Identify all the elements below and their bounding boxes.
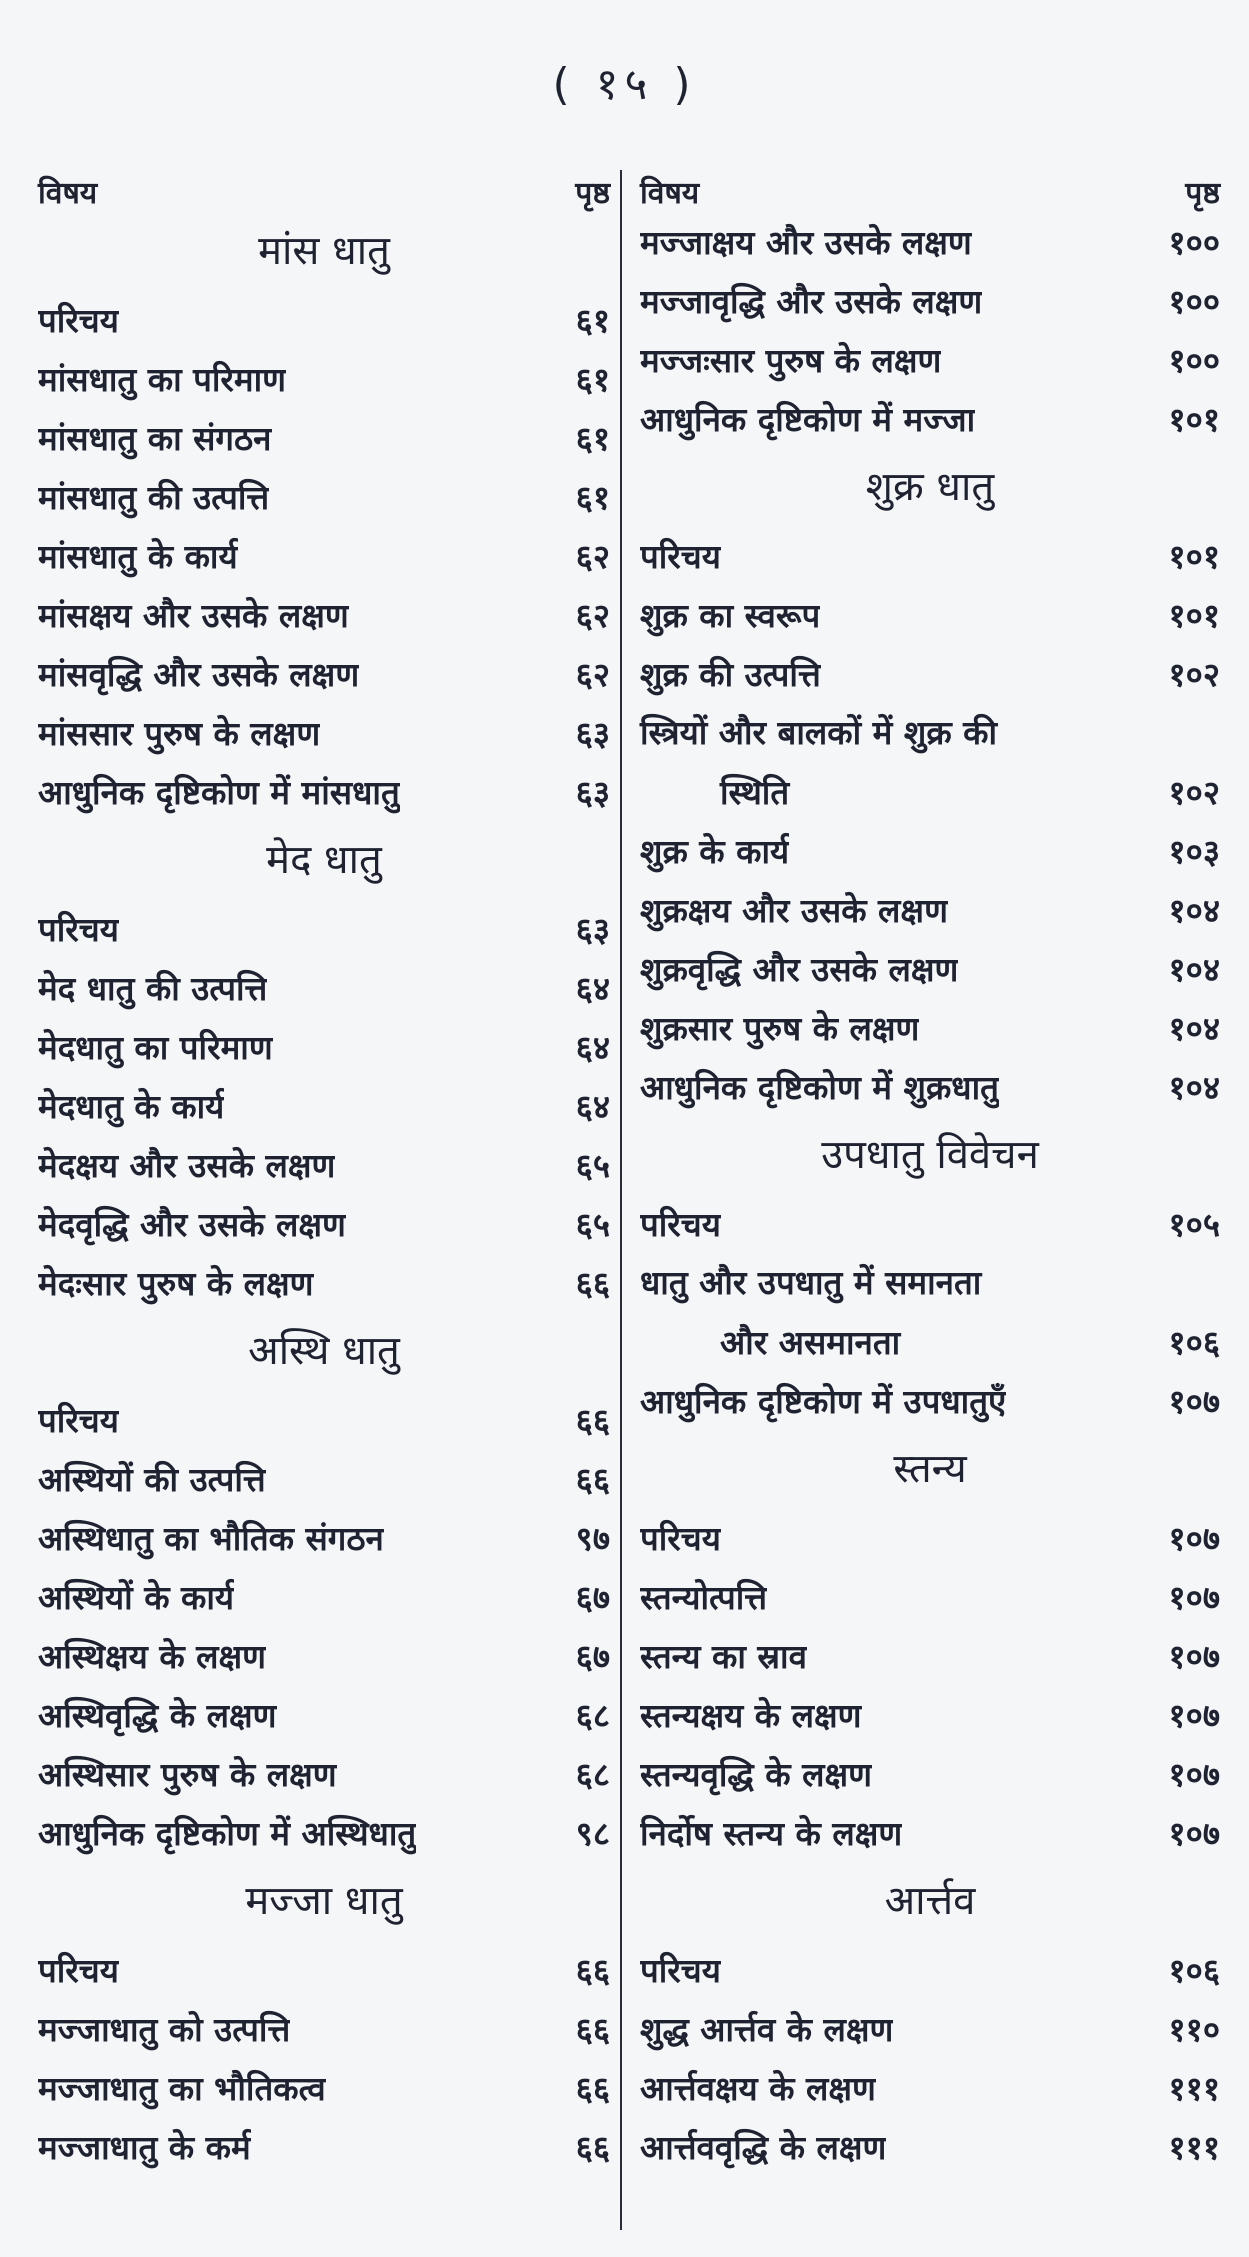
entry-page-number: १०७: [1168, 1755, 1220, 1794]
entry-label: मज्जःसार पुरुष के लक्षण: [640, 341, 942, 380]
entry-page-number: ६६: [575, 2069, 610, 2108]
entry-label: स्तन्यवृद्धि के लक्षण: [640, 1755, 872, 1794]
section-heading: मेद धातु: [266, 837, 382, 883]
section-heading: मांस धातु: [258, 228, 390, 274]
entry-label: स्त्रियों और बालकों में शुक्र की: [640, 713, 998, 752]
entry-page-number: ६८: [575, 1755, 610, 1794]
toc-entry: [38, 762, 610, 821]
entry-label: अस्थिधातु का भौतिक संगठन: [38, 1519, 384, 1558]
entry-page-number: ६३: [575, 910, 610, 949]
entry-page-number: ६८: [575, 1696, 610, 1735]
entry-label: अस्थिवृद्धि के लक्षण: [38, 1696, 277, 1735]
entry-label: परिचय: [640, 1519, 721, 1558]
entry-page-number: ६३: [575, 714, 610, 753]
entry-label: आधुनिक दृष्टिकोण में मज्जा: [640, 400, 976, 439]
toc-entry: [640, 1940, 1220, 1999]
entry-label: शुक्रसार पुरुष के लक्षण: [640, 1009, 920, 1048]
entry-page-number: ६१: [575, 301, 610, 340]
section-heading: स्तन्य: [893, 1446, 967, 1492]
entry-page-number: ६४: [575, 1087, 610, 1126]
entry-label: शुक्रक्षय और उसके लक्षण: [640, 891, 948, 930]
page-number: ( १५ ): [552, 59, 697, 110]
column-divider: [620, 170, 622, 2230]
entry-page-number: १०३: [1168, 832, 1220, 871]
entry-page-number: १०१: [1168, 596, 1220, 635]
page-header: पृष्ठ: [1185, 176, 1220, 211]
entry-page-number: ६७: [575, 1637, 610, 1676]
entry-label: परिचय: [38, 1401, 119, 1440]
toc-entry: [640, 389, 1220, 448]
toc-entry: [38, 1253, 610, 1312]
entry-label: शुक्र का स्वरूप: [640, 596, 821, 635]
toc-entry: [640, 2117, 1220, 2176]
entry-page-number: ९७: [575, 1519, 610, 1558]
toc-entry: [640, 2058, 1220, 2117]
toc-entry: [38, 467, 610, 526]
right-column-header: [640, 160, 1220, 212]
toc-entry: [640, 821, 1220, 880]
entry-page-number: ६५: [575, 1146, 610, 1185]
toc-entry: [38, 290, 610, 349]
entry-page-number: ६१: [575, 419, 610, 458]
entry-page-number: ६४: [575, 1028, 610, 1067]
entry-label: परिचय: [38, 910, 119, 949]
entry-page-number: ६६: [575, 1401, 610, 1440]
toc-entry: [640, 1685, 1220, 1744]
entry-label: मांसधातु के कार्य: [38, 537, 238, 576]
entry-page-number: ९८: [575, 1814, 610, 1853]
entry-page-number: १०६: [1168, 1951, 1220, 1990]
toc-entry: [38, 1508, 610, 1567]
toc-entry: [38, 1017, 610, 1076]
toc-entry: [640, 1999, 1220, 2058]
entry-label: परिचय: [640, 537, 721, 576]
entry-page-number: ६१: [575, 360, 610, 399]
subject-header: विषय: [640, 176, 700, 211]
toc-entry: [38, 1567, 610, 1626]
entry-page-number: ६२: [575, 537, 610, 576]
toc-entry: [38, 703, 610, 762]
section-heading: शुक्र धातु: [865, 464, 995, 510]
entry-page-number: १०४: [1168, 1068, 1220, 1107]
entry-page-number: ६२: [575, 596, 610, 635]
toc-entry: [640, 939, 1220, 998]
left-sections: [38, 212, 610, 2176]
entry-page-number: ६५: [575, 1205, 610, 1244]
entry-label: शुक्र के कार्य: [640, 832, 790, 871]
toc-entry: [38, 644, 610, 703]
entry-line2: [640, 1312, 1220, 1371]
toc-entry: [640, 1371, 1220, 1430]
entry-page-number: ६१: [575, 478, 610, 517]
entry-label: निर्दोष स्तन्य के लक्षण: [640, 1814, 903, 1853]
toc-entry: [38, 1803, 610, 1862]
entry-label: मज्जाधातु का भौतिकत्व: [38, 2069, 326, 2108]
toc-entry: [640, 703, 1220, 821]
entry-label: अस्थियों के कार्य: [38, 1578, 235, 1617]
entry-page-number: १००: [1168, 282, 1220, 321]
entry-page-number: १०२: [1168, 773, 1220, 812]
left-column: [38, 160, 610, 2176]
entry-label: परिचय: [640, 1205, 721, 1244]
entry-label: मेदवृद्धि और उसके लक्षण: [38, 1205, 346, 1244]
toc-entry: [640, 644, 1220, 703]
entry-label: मेद धातु की उत्पत्ति: [38, 969, 268, 1008]
entry-page-number: १०२: [1168, 655, 1220, 694]
entry-label: आधुनिक दृष्टिकोण में शुक्रधातु: [640, 1068, 999, 1107]
toc-entry: [38, 899, 610, 958]
entry-label: आर्त्तववृद्धि के लक्षण: [640, 2128, 887, 2167]
entry-page-number: ११०: [1168, 2010, 1220, 2049]
section-heading: अस्थि धातु: [248, 1328, 400, 1374]
toc-entry: [38, 1390, 610, 1449]
entry-label: अस्थिक्षय के लक्षण: [38, 1637, 267, 1676]
toc-entry: [640, 1744, 1220, 1803]
toc-entry: [640, 212, 1220, 271]
entry-label: मांसवृद्धि और उसके लक्षण: [38, 655, 360, 694]
entry-label: स्तन्योत्पत्ति: [640, 1578, 768, 1617]
section-heading: मज्जा धातु: [245, 1878, 403, 1924]
toc-entry: [38, 349, 610, 408]
entry-label: आधुनिक दृष्टिकोण में अस्थिधातु: [38, 1814, 417, 1853]
entry-label: मज्जाधातु के कर्म: [38, 2128, 251, 2167]
entry-page-number: ६२: [575, 655, 610, 694]
entry-label: मेदःसार पुरुष के लक्षण: [38, 1264, 314, 1303]
entry-label: अस्थियों की उत्पत्ति: [38, 1460, 266, 1499]
toc-entry: [38, 526, 610, 585]
toc-entry: [38, 408, 610, 467]
entry-label: परिचय: [38, 1951, 119, 1990]
continued-entries: [640, 212, 1220, 448]
entry-page-number: १०४: [1168, 891, 1220, 930]
toc-entry: [38, 1744, 610, 1803]
toc-entry: [38, 585, 610, 644]
entry-label: मांससार पुरुष के लक्षण: [38, 714, 321, 753]
entry-label: मांसधातु का संगठन: [38, 419, 272, 458]
entry-label: शुक्रवृद्धि और उसके लक्षण: [640, 950, 959, 989]
entry-label: मेदधातु के कार्य: [38, 1087, 225, 1126]
entry-page-number: १०७: [1168, 1696, 1220, 1735]
entry-label: परिचय: [38, 301, 119, 340]
entry-page-number: १०७: [1168, 1519, 1220, 1558]
toc-entry: [640, 526, 1220, 585]
toc-entry: [640, 330, 1220, 389]
toc-entry: [38, 1626, 610, 1685]
toc-entry: [38, 1135, 610, 1194]
right-sections: [640, 448, 1220, 2176]
section-heading: आर्त्तव: [884, 1878, 976, 1924]
entry-page-number: ६६: [575, 1951, 610, 1990]
entry-page-number: १००: [1168, 341, 1220, 380]
toc-entry: [640, 585, 1220, 644]
toc-entry: [640, 1508, 1220, 1567]
entry-label: स्तन्यक्षय के लक्षण: [640, 1696, 862, 1735]
entry-page-number: ६४: [575, 969, 610, 1008]
entry-label: शुक्र की उत्पत्ति: [640, 655, 821, 694]
toc-entry: [38, 958, 610, 1017]
entry-page-number: १०४: [1168, 950, 1220, 989]
entry-label: आधुनिक दृष्टिकोण में उपधातुएँ: [640, 1382, 1007, 1421]
toc-entry: [640, 1057, 1220, 1116]
entry-page-number: १०१: [1168, 537, 1220, 576]
toc-entry: [640, 1626, 1220, 1685]
toc-entry: [640, 1253, 1220, 1371]
toc-entry: [640, 1567, 1220, 1626]
entry-line2: [640, 762, 1220, 821]
section-heading: उपधातु विवेचन: [821, 1132, 1039, 1178]
entry-label: धातु और उपधातु में समानता: [640, 1263, 982, 1302]
entry-page-number: १०४: [1168, 1009, 1220, 1048]
entry-page-number: ६६: [575, 1264, 610, 1303]
entry-label: मज्जाधातु को उत्पत्ति: [38, 2010, 291, 2049]
toc-entry: [38, 1076, 610, 1135]
toc-entry: [38, 1449, 610, 1508]
entry-label: मांसधातु की उत्पत्ति: [38, 478, 270, 517]
toc-entry: [38, 2117, 610, 2176]
subject-header: विषय: [38, 176, 98, 211]
entry-label: मांसक्षय और उसके लक्षण: [38, 596, 349, 635]
entry-label: मांसधातु का परिमाण: [38, 360, 287, 399]
entry-page-number: ६६: [575, 2010, 610, 2049]
entry-page-number: १११: [1168, 2069, 1220, 2108]
entry-label: स्तन्य का स्राव: [640, 1637, 807, 1676]
entry-page-number: १०७: [1168, 1578, 1220, 1617]
toc-entry: [640, 1194, 1220, 1253]
entry-page-number: ६३: [575, 773, 610, 812]
entry-page-number: १०६: [1168, 1323, 1220, 1362]
toc-entry: [640, 998, 1220, 1057]
entry-page-number: १००: [1168, 223, 1220, 262]
toc-entry: [38, 1999, 610, 2058]
entry-label: मज्जावृद्धि और उसके लक्षण: [640, 282, 983, 321]
entry-label: अस्थिसार पुरुष के लक्षण: [38, 1755, 337, 1794]
entry-label: आधुनिक दृष्टिकोण में मांसधातु: [38, 773, 400, 812]
entry-page-number: १०१: [1168, 400, 1220, 439]
entry-label: स्थिति: [720, 773, 790, 812]
page-header: पृष्ठ: [575, 176, 610, 211]
toc-entry: [38, 1940, 610, 1999]
entry-page-number: १११: [1168, 2128, 1220, 2167]
entry-label: मेदक्षय और उसके लक्षण: [38, 1146, 336, 1185]
toc-entry: [640, 271, 1220, 330]
entry-label: और असमानता: [720, 1323, 901, 1362]
entry-label: आर्त्तवक्षय के लक्षण: [640, 2069, 876, 2108]
entry-page-number: १०७: [1168, 1814, 1220, 1853]
entry-page-number: १०७: [1168, 1382, 1220, 1421]
entry-page-number: १०५: [1168, 1205, 1220, 1244]
entry-page-number: ६६: [575, 2128, 610, 2167]
toc-entry: [38, 1685, 610, 1744]
right-column: [640, 160, 1220, 2176]
entry-page-number: ६७: [575, 1578, 610, 1617]
entry-label: मेदधातु का परिमाण: [38, 1028, 273, 1067]
entry-page-number: १०७: [1168, 1637, 1220, 1676]
entry-label: शुद्ध आर्त्तव के लक्षण: [640, 2010, 894, 2049]
entry-label: मज्जाक्षय और उसके लक्षण: [640, 223, 972, 262]
toc-entry: [640, 1803, 1220, 1862]
left-column-header: [38, 160, 610, 212]
toc-entry: [38, 2058, 610, 2117]
toc-entry: [640, 880, 1220, 939]
toc-entry: [38, 1194, 610, 1253]
entry-page-number: ६६: [575, 1460, 610, 1499]
entry-label: परिचय: [640, 1951, 721, 1990]
